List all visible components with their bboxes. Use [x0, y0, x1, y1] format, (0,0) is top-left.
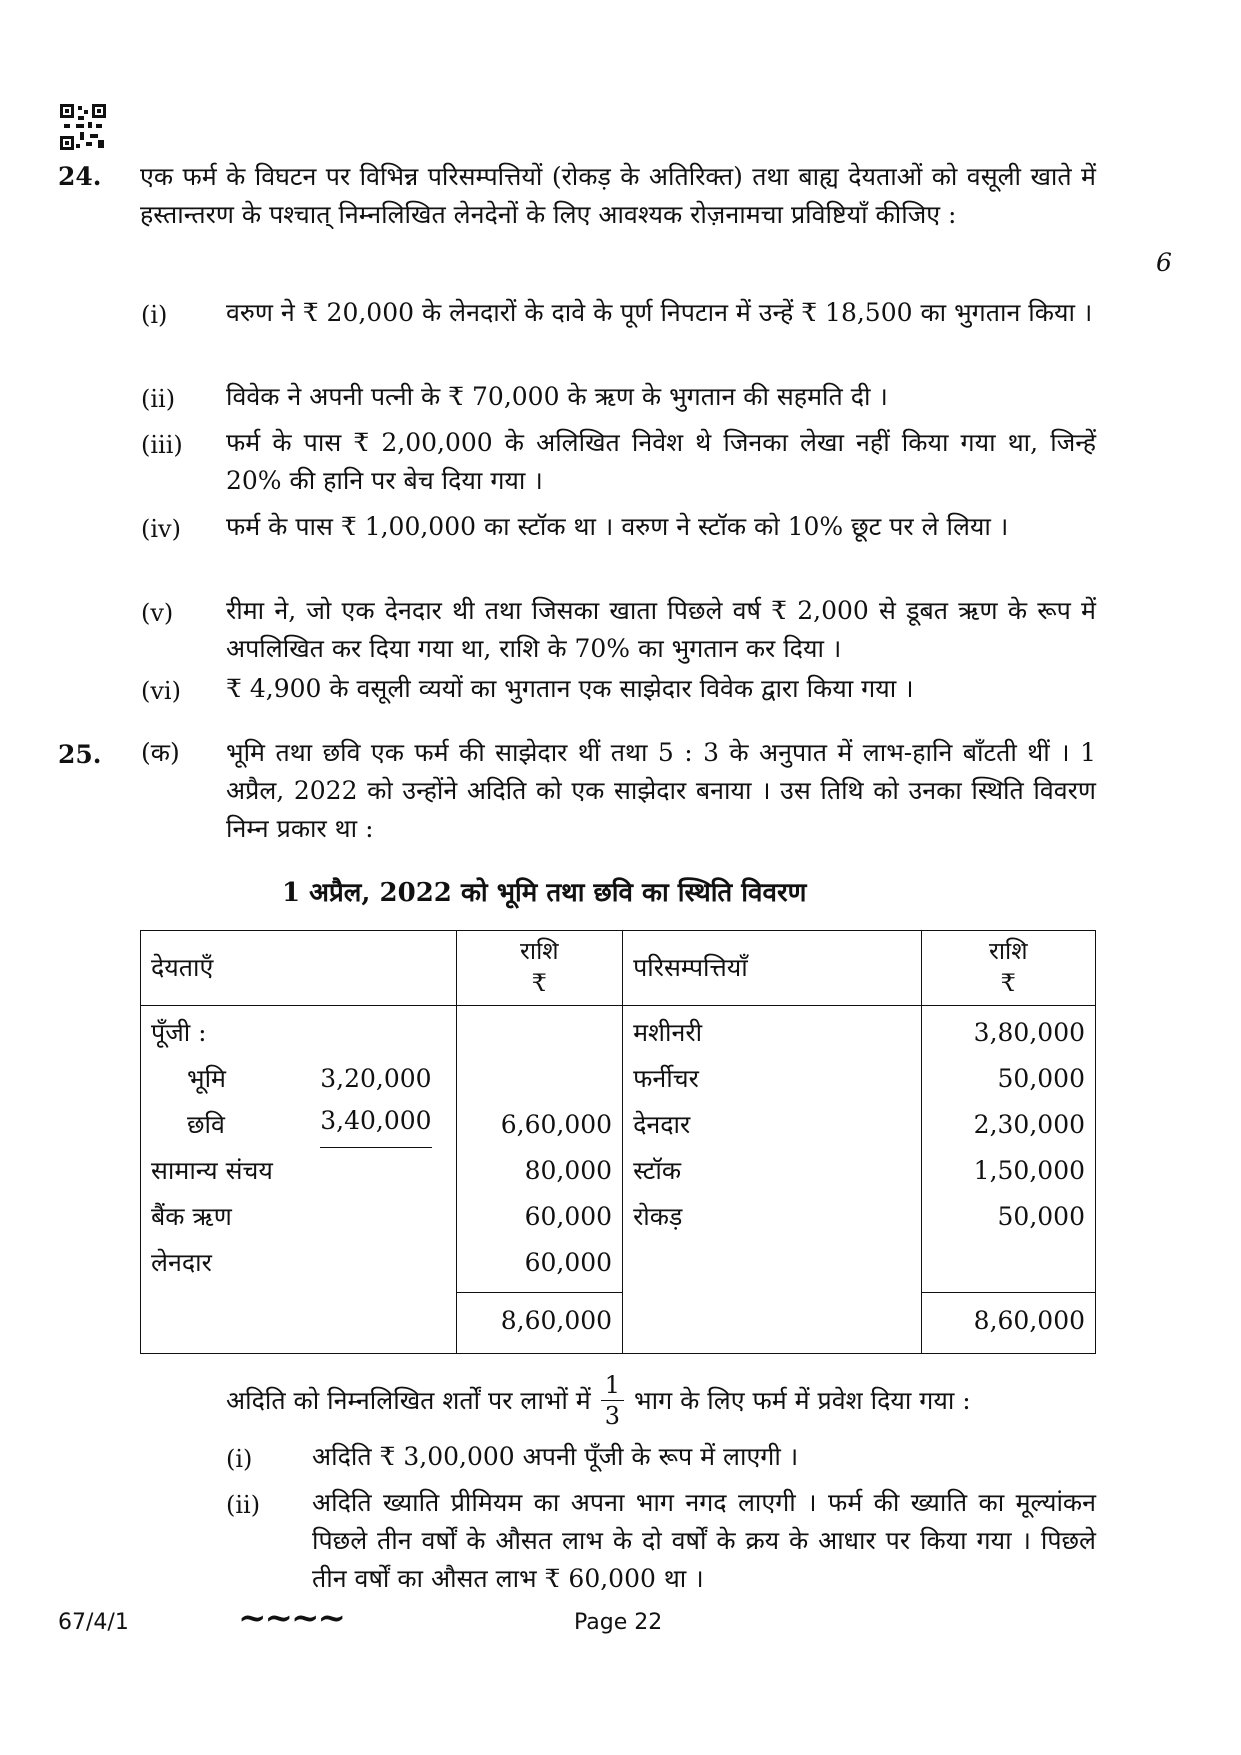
question-25-intro: भूमि तथा छवि एक फर्म की साझेदार थीं तथा 5 : 3 के अनुपात में लाभ-हानि बाँटती थीं । 1 अप्रैल, 2022 को उन्होंने अदिति को एक साझेदार बनाया । उस तिथि को उनका स्थिति विवरण निम्न प्रकार था :: [226, 738, 1096, 843]
question-25-number: 25.: [58, 740, 102, 769]
q24-item-label: (ii): [141, 385, 176, 413]
asset-name: फर्नीचर: [633, 1064, 699, 1093]
capital-partner-amount: 3,20,000: [320, 1064, 432, 1093]
capital-partner-name: भूमि: [187, 1064, 227, 1093]
liability-amount: 80,000: [524, 1156, 613, 1185]
q25-term-text: अदिति ₹ 3,00,000 अपनी पूँजी के रूप में लाएगी ।: [312, 1442, 799, 1471]
liability-name: लेनदार: [151, 1248, 212, 1277]
total-liabilities: 8,60,000: [500, 1305, 613, 1335]
q24-item-text: विवेक ने अपनी पत्नी के ₹ 70,000 के ऋण के भुगतान की सहमति दी ।: [226, 382, 888, 411]
admission-statement: [226, 1370, 971, 1431]
rupee-symbol: ₹: [1000, 969, 1016, 997]
total-assets: 8,60,000: [973, 1305, 1085, 1335]
admission-text-before: अदिति को निम्नलिखित शर्तों पर लाभों में: [226, 1385, 591, 1415]
asset-name: देनदार: [633, 1110, 691, 1139]
table-header-row: [141, 931, 1096, 1006]
q25-term-label: (ii): [226, 1491, 261, 1519]
amount-header: राशि: [989, 937, 1028, 965]
asset-amount: 3,80,000: [973, 1018, 1085, 1047]
asset-amount: 50,000: [997, 1202, 1085, 1231]
footer-ornament: ~~~~: [238, 1598, 344, 1638]
question-24-intro: एक फर्म के विघटन पर विभिन्न परिसम्पत्तियों (रोकड़ के अतिरिक्त) तथा बाह्य देयताओं को वसूली खाते में हस्तान्तरण के पश्चात् निम्नलिखित लेनदेनों के लिए आवश्यक रोज़नामचा प्रविष्टियाँ कीजिए :: [140, 162, 1096, 229]
asset-name: रोकड़: [633, 1202, 683, 1231]
capital-partner-name: छवि: [187, 1110, 225, 1139]
question-24-number: 24.: [58, 162, 102, 191]
q25-term-label: (i): [226, 1445, 253, 1473]
liability-amount: 60,000: [524, 1202, 613, 1231]
q24-item-text: फर्म के पास ₹ 1,00,000 का स्टॉक था । वरुण ने स्टॉक को 10% छूट पर ले लिया ।: [226, 512, 1009, 541]
fraction-denominator: 3: [604, 1402, 621, 1430]
capital-label: पूँजी :: [151, 1018, 207, 1047]
q24-item-text: फर्म के पास ₹ 2,00,000 के अलिखित निवेश थे जिनका लेखा नहीं किया गया था, जिन्हें 20% की हानि पर बेच दिया गया ।: [226, 428, 1096, 495]
rupee-symbol: ₹: [531, 969, 547, 997]
balance-sheet-table: [140, 930, 1096, 1354]
q25-term-text: अदिति ख्याति प्रीमियम का अपना भाग नगद लाएगी । फर्म की ख्याति का मूल्यांकन पिछले तीन वर्षों के औसत लाभ के दो वर्षों के क्रय के आधार पर किया गया । पिछले तीन वर्षों का औसत लाभ ₹ 60,000 था ।: [312, 1488, 1096, 1593]
q24-item-label: (iv): [141, 515, 181, 543]
page-number: Page 22: [574, 1610, 663, 1635]
q24-item-label: (iii): [141, 431, 183, 459]
admission-text-after: भाग के लिए फर्म में प्रवेश दिया गया :: [634, 1385, 971, 1415]
qr-code: [60, 104, 106, 150]
asset-amount: 2,30,000: [973, 1110, 1085, 1139]
capital-partner-amount: 3,40,000: [320, 1102, 431, 1148]
fraction-numerator: 1: [601, 1370, 624, 1401]
asset-name: मशीनरी: [633, 1018, 703, 1047]
profit-share-fraction: [601, 1370, 624, 1431]
liability-name: बैंक ऋण: [151, 1202, 232, 1231]
paper-code: 67/4/1: [58, 1610, 129, 1635]
q24-item-label: (i): [141, 301, 168, 329]
table-caption: 1 अप्रैल, 2022 को भूमि तथा छवि का स्थिति विवरण: [282, 878, 807, 908]
table-body-row: [141, 1006, 1096, 1293]
q24-item-label: (v): [141, 599, 174, 627]
q24-item-text: वरुण ने ₹ 20,000 के लेनदारों के दावे के पूर्ण निपटान में उन्हें ₹ 18,500 का भुगतान किया ।: [226, 298, 1093, 327]
q24-item-text: रीमा ने, जो एक देनदार थी तथा जिसका खाता पिछले वर्ष ₹ 2,000 से डूबत ऋण के रूप में अपलिखित कर दिया गया था, राशि के 70% का भुगतान कर दिया ।: [226, 596, 1096, 663]
assets-header: परिसम्पत्तियाँ: [633, 953, 748, 982]
asset-amount: 50,000: [997, 1064, 1085, 1093]
q24-item-label: (vi): [141, 677, 181, 705]
liabilities-header: देयताएँ: [151, 953, 214, 982]
question-25-part: (क): [141, 738, 180, 767]
amount-header: राशि: [520, 937, 559, 965]
liability-name: सामान्य संचय: [151, 1156, 273, 1185]
question-24-marks: 6: [1156, 248, 1172, 277]
liability-amount: 60,000: [524, 1248, 613, 1277]
asset-amount: 1,50,000: [973, 1156, 1085, 1185]
capital-total: 6,60,000: [500, 1110, 613, 1139]
q24-item-text: ₹ 4,900 के वसूली व्ययों का भुगतान एक साझेदार विवेक द्वारा किया गया ।: [226, 674, 914, 703]
table-total-row: [141, 1292, 1096, 1353]
asset-name: स्टॉक: [633, 1156, 682, 1185]
